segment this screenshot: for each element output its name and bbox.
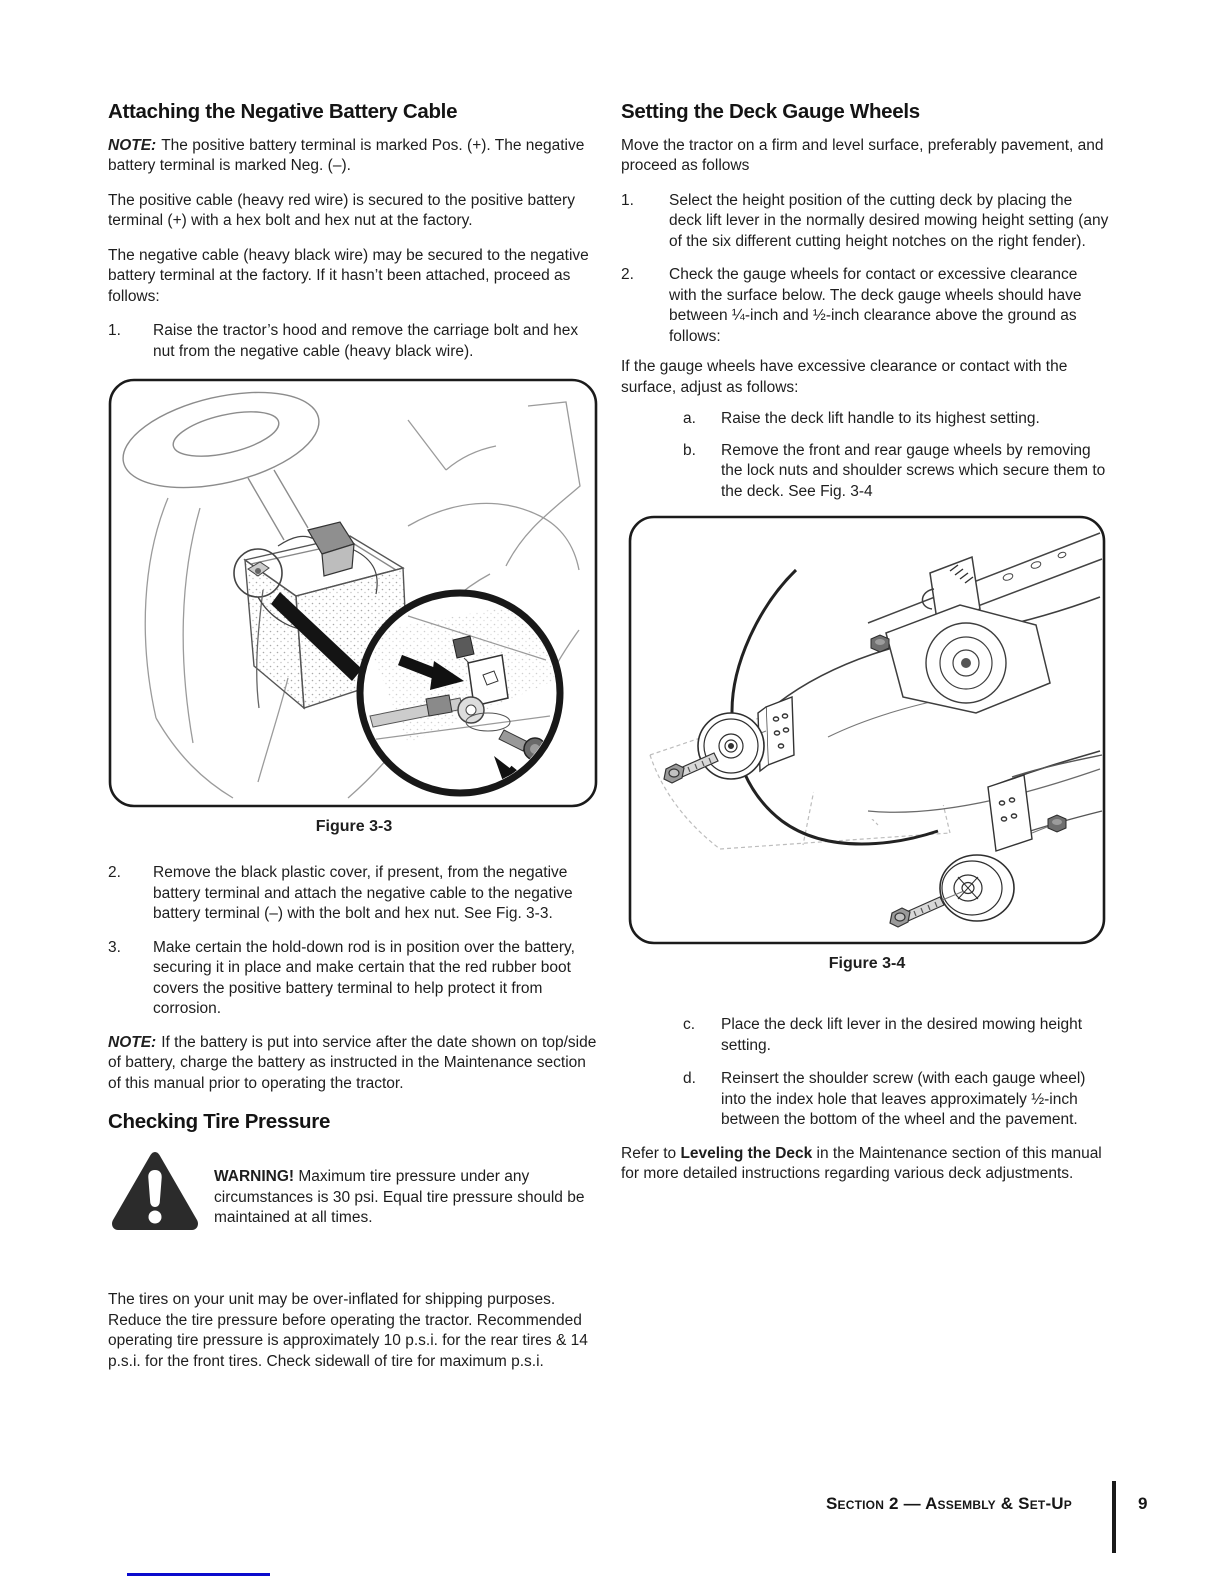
warning-text: WARNING! Maximum tire pressure under any circumstances is 30 psi. Equal tire pressure should be maintained at all times.	[214, 1168, 585, 1227]
figure-3-4-drawing	[628, 515, 1106, 945]
para-move-tractor: Move the tractor on a firm and level surface, preferably pavement, and proceed as follows	[621, 136, 1104, 175]
list-item-1	[621, 191, 1109, 253]
list-text: Select the height position of the cutting deck by placing the deck lift lever in the normally desired mowing height setting (any of the six different cutting height notches on the right fender).	[669, 191, 1109, 250]
list-text: Place the deck lift lever in the desired mowing height setting.	[721, 1016, 1083, 1054]
figure-3-4-caption: Figure 3-4	[828, 955, 906, 973]
note-text: The positive battery terminal is marked Pos. (+). The negative battery terminal is marked Neg. (–).	[108, 136, 585, 175]
para-adjust-gauge-wheels: If the gauge wheels have excessive clearance or contact with the surface, adjust as follows:	[621, 358, 1068, 396]
para-tire-pressure: The tires on your unit may be over-inflated for shipping purposes. Reduce the tire pressure before operating the tractor. Recommended operating tire pressure is approximately 10 p.s.i. for the rear tires & 14 p.s.i. for the front tires. Check sidewall of tire for maximum p.s.i.	[108, 1291, 588, 1370]
para-negative-cable: The negative cable (heavy black wire) may be secured to the negative battery terminal at the factory. If it hasn’t been attached, proceed as follows:	[108, 246, 589, 305]
figure-3-4	[628, 515, 1106, 945]
list-number: 1.	[621, 191, 634, 209]
refer-text-pre: Refer to	[621, 1144, 681, 1162]
list-text: Remove the black plastic cover, if present, from the negative battery terminal and attach the negative cable to the negative battery terminal (–) with the bolt and hex nut. See Fig. 3-3.	[153, 864, 573, 923]
list-item-2	[621, 265, 1109, 347]
footer-divider	[1112, 1481, 1116, 1553]
left-column	[108, 100, 600, 1386]
list-number: 2.	[108, 864, 121, 882]
sub-item-b	[621, 441, 1109, 503]
magnifier-inset	[360, 593, 560, 793]
para-positive-cable: The positive cable (heavy red wire) is secured to the positive battery terminal (+) with a hex bolt and hex nut at the factory.	[108, 191, 575, 230]
list-letter: d.	[683, 1070, 696, 1088]
figure-3-3-drawing	[108, 378, 598, 808]
sub-item-c	[621, 1015, 1109, 1056]
para-refer-leveling	[621, 1144, 1109, 1185]
warning-label: WARNING!	[214, 1168, 295, 1186]
note-battery-service	[108, 1033, 600, 1095]
heading-attaching-negative-battery-cable: Attaching the Negative Battery Cable	[108, 100, 458, 123]
list-letter: c.	[683, 1016, 696, 1034]
figure-3-3	[108, 378, 600, 808]
list-text: Raise the deck lift handle to its highest setting.	[721, 410, 1040, 428]
list-text: Raise the tractor’s hood and remove the carriage bolt and hex nut from the negative cable (heavy black wire).	[153, 322, 579, 360]
sub-item-a	[621, 409, 1109, 430]
note-label: NOTE:	[108, 136, 157, 154]
bottom-blue-mark	[127, 1573, 270, 1576]
note-battery-terminals	[108, 136, 600, 177]
footer-section-label: Section 2 — Assembly & Set-Up	[826, 1494, 1072, 1513]
note-label: NOTE:	[108, 1033, 157, 1051]
warning-block	[108, 1146, 600, 1245]
refer-text-bold: Leveling the Deck	[680, 1144, 813, 1162]
rear-gauge-wheel	[940, 855, 1014, 921]
refer-text-post: in the Maintenance section of this manual for more detailed instructions regarding various deck adjustments.	[621, 1144, 1102, 1183]
list-number: 2.	[621, 266, 634, 284]
list-text: Make certain the hold-down rod is in position over the battery, securing it in place and make certain that the red rubber boot covers the positive battery terminal to help protect it from corrosion.	[153, 938, 575, 1018]
list-letter: a.	[683, 410, 696, 428]
list-text: Remove the front and rear gauge wheels by removing the lock nuts and shoulder screws which secure them to the deck. See Fig. 3-4	[721, 441, 1106, 500]
list-number: 1.	[108, 322, 121, 340]
list-text: Check the gauge wheels for contact or excessive clearance with the surface below. The deck gauge wheels should have between ¼-inch and ½-inch clearance above the ground as follows:	[669, 266, 1082, 345]
list-item-3	[108, 938, 600, 1020]
warning-icon	[110, 1150, 200, 1232]
heading-checking-tire-pressure: Checking Tire Pressure	[108, 1110, 331, 1134]
note-text: If the battery is put into service after the date shown on top/side of battery, charge the battery as instructed in the Maintenance section of this manual prior to operating the tractor.	[108, 1033, 597, 1092]
figure-3-3-caption: Figure 3-3	[315, 818, 393, 836]
list-number: 3.	[108, 938, 121, 956]
footer-page-number: 9	[1138, 1494, 1148, 1513]
right-column	[621, 100, 1109, 1199]
list-text: Reinsert the shoulder screw (with each gauge wheel) into the index hole that leaves approximately ½-inch between the bottom of the wheel and the pavement.	[721, 1070, 1086, 1129]
hex-nut-icon	[871, 635, 889, 652]
list-letter: b.	[683, 441, 696, 459]
heading-setting-deck-gauge-wheels: Setting the Deck Gauge Wheels	[621, 100, 920, 123]
list-item-2	[108, 863, 600, 925]
list-item-1	[108, 321, 600, 362]
sub-item-d	[621, 1069, 1109, 1131]
